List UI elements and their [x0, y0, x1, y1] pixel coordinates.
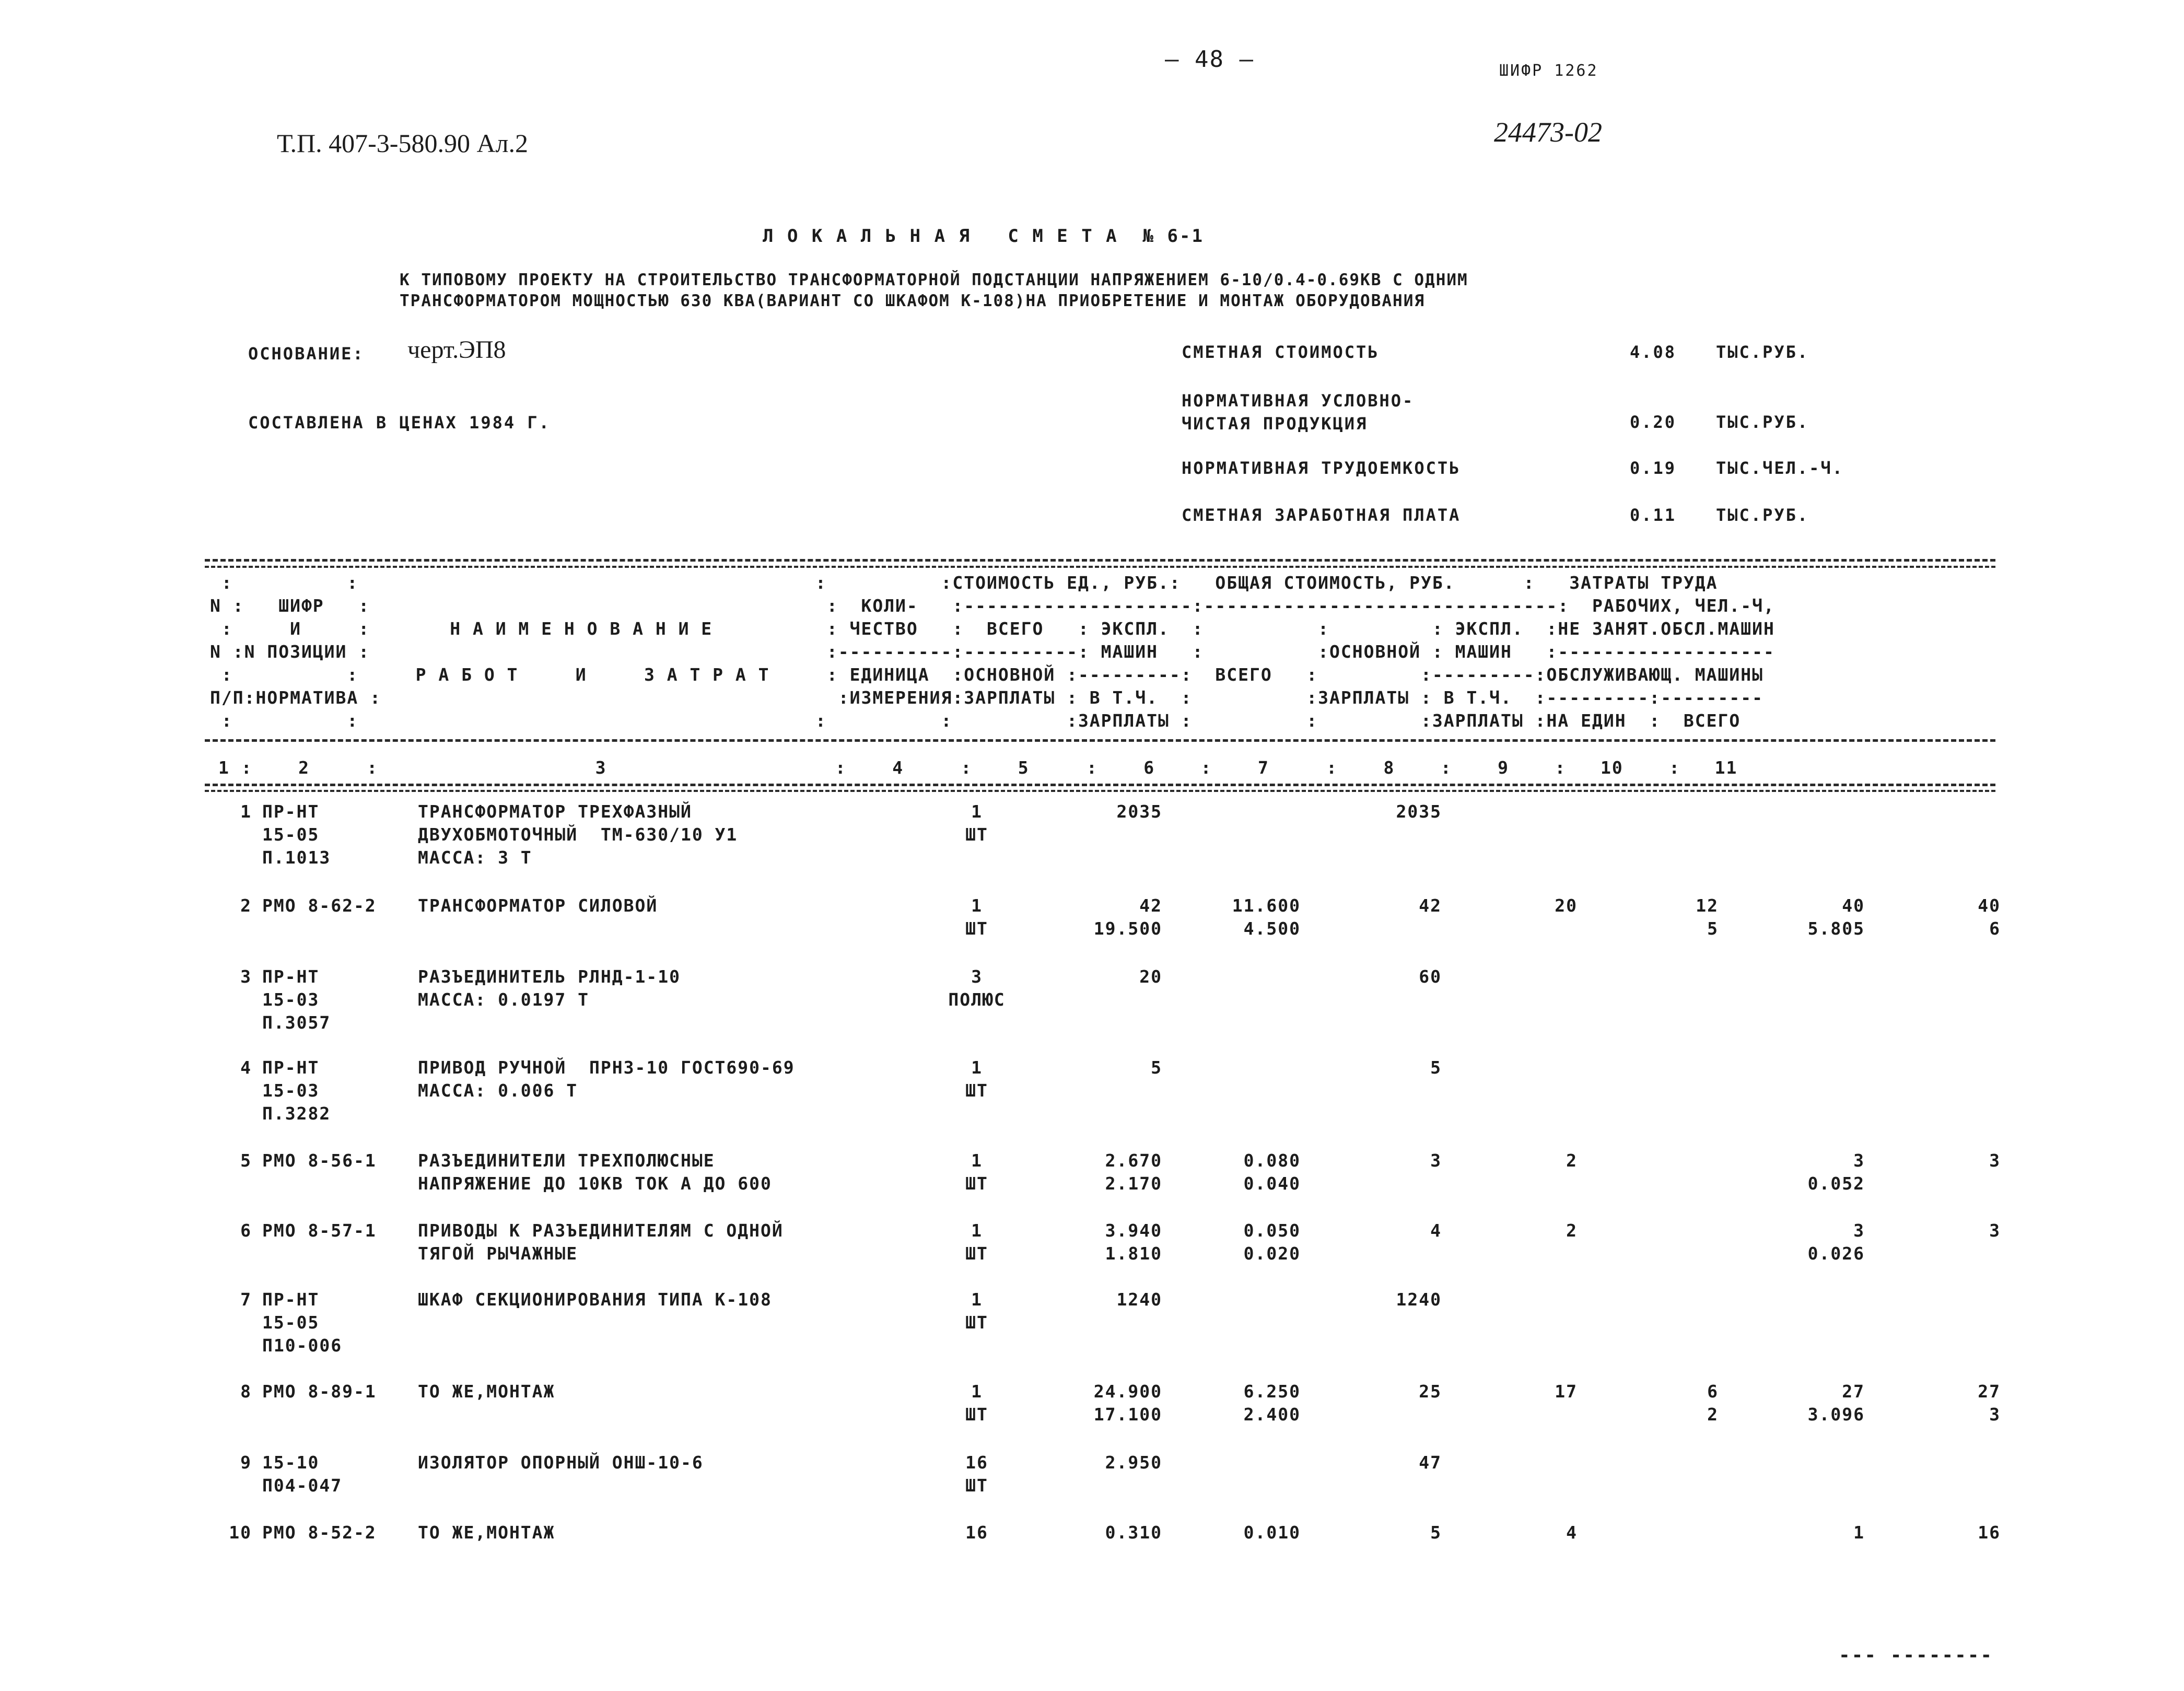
- cell-quantity-unit: 3 ПОЛЮС: [948, 966, 1006, 1010]
- cell-item-name: ТРАНСФОРМАТОР СИЛОВОЙ: [418, 895, 658, 916]
- cell-norm-code: ПР-НТ 15-03 П.3282: [262, 1057, 331, 1124]
- cell-unit-machine-cost: 0.010: [1243, 1522, 1301, 1543]
- summary-label: СМЕТНАЯ СТОИМОСТЬ: [1182, 342, 1380, 362]
- cell-norm-code: ПР-НТ 15-05 П10-006: [262, 1289, 343, 1356]
- cell-quantity-unit: 16: [965, 1522, 988, 1543]
- cell-row-number: 10: [229, 1522, 252, 1543]
- cell-norm-code: 15-10 П04-047: [262, 1452, 343, 1496]
- cell-norm-code: ПР-НТ 15-05 П.1013: [262, 801, 331, 868]
- summary-value: 0.11: [1630, 505, 1677, 525]
- cell-unit-machine-cost: 0.050 0.020: [1243, 1220, 1301, 1264]
- basis-label: ОСНОВАНИЕ:: [248, 344, 365, 364]
- title-line-2: ТРАНСФОРМАТОРОМ МОЩНОСТЬЮ 630 КВА(ВАРИАНТ СО ШКАФОМ К-108)НА ПРИОБРЕТЕНИЕ И МОНТАЖ ОБОРУДОВАНИЯ: [400, 291, 1426, 310]
- cell-item-name: ПРИВОДЫ К РАЗЪЕДИНИТЕЛЯМ С ОДНОЙ ТЯГОЙ РЫЧАЖНЫЕ: [418, 1220, 784, 1264]
- cell-unit-machine-cost: 6.250 2.400: [1243, 1381, 1301, 1425]
- summary-value: 4.08: [1630, 342, 1677, 362]
- cell-norm-code: РМО 8-89-1: [262, 1381, 377, 1402]
- cell-unit-cost: 24.900 17.100: [1093, 1381, 1162, 1425]
- cell-unit-cost: 20: [1139, 966, 1162, 987]
- cell-labor-total: 3: [1989, 1220, 2001, 1241]
- cell-row-number: 5: [240, 1150, 252, 1171]
- column-numbers: 1 : 2 : 3 : 4 : 5 : 6 : 7 : 8 : 9 : 10 : 11: [218, 757, 1738, 778]
- cell-labor-per-unit: 27 3.096: [1807, 1381, 1865, 1425]
- cell-labor-per-unit: 40 5.805: [1807, 895, 1865, 939]
- cell-labor-per-unit: 3 0.026: [1807, 1220, 1865, 1264]
- cell-total-cost: 42: [1419, 895, 1442, 916]
- cipher-top: ШИФР 1262: [1499, 62, 1598, 80]
- cell-item-name: ШКАФ СЕКЦИОНИРОВАНИЯ ТИПА К-108: [418, 1289, 772, 1310]
- summary-unit: ТЫС.РУБ.: [1716, 342, 1809, 362]
- basis-value: черт.ЭП8: [407, 336, 506, 364]
- cell-unit-cost: 2035: [1116, 801, 1162, 822]
- cell-item-name: ПРИВОД РУЧНОЙ ПРН3-10 ГОСТ690-69 МАССА: 0.006 Т: [418, 1057, 795, 1101]
- cell-row-number: 8: [240, 1381, 252, 1402]
- cell-norm-code: РМО 8-56-1: [262, 1150, 377, 1171]
- cell-norm-code: РМО 8-62-2: [262, 895, 377, 916]
- cell-unit-machine-cost: 0.080 0.040: [1243, 1150, 1301, 1194]
- header-divider: [205, 739, 1995, 742]
- cell-row-number: 7: [240, 1289, 252, 1310]
- summary-label: СМЕТНАЯ ЗАРАБОТНАЯ ПЛАТА: [1182, 505, 1461, 525]
- cell-quantity-unit: 16 ШТ: [965, 1452, 988, 1496]
- cell-norm-code: РМО 8-52-2: [262, 1522, 377, 1543]
- title-line-1: К ТИПОВОМУ ПРОЕКТУ НА СТРОИТЕЛЬСТВО ТРАНСФОРМАТОРНОЙ ПОДСТАНЦИИ НАПРЯЖЕНИЕМ 6-10/0.4-0.69КВ С ОДНИМ: [400, 271, 1468, 289]
- column-numbers-divider-2: [205, 790, 1995, 792]
- cell-quantity-unit: 1 ШТ: [965, 1381, 988, 1425]
- estimate-title: Л О К А Л Ь Н А Я С М Е Т А № 6-1: [763, 226, 1204, 247]
- summary-value: 0.19: [1630, 458, 1677, 478]
- cell-item-name: РАЗЪЕДИНИТЕЛЬ РЛНД-1-10 МАССА: 0.0197 Т: [418, 966, 681, 1010]
- cell-item-name: РАЗЪЕДИНИТЕЛИ ТРЕХПОЛЮСНЫЕ НАПРЯЖЕНИЕ ДО 10КВ ТОК А ДО 600: [418, 1150, 772, 1194]
- cell-norm-code: ПР-НТ 15-03 П.3057: [262, 966, 331, 1033]
- prices-note: СОСТАВЛЕНА В ЦЕНАХ 1984 Г.: [248, 413, 551, 433]
- cell-unit-cost: 1240: [1116, 1289, 1162, 1310]
- cell-total-base-wages: 2: [1566, 1150, 1578, 1171]
- cell-total-cost: 1240: [1396, 1289, 1442, 1310]
- cell-total-base-wages: 20: [1555, 895, 1578, 916]
- cell-unit-cost: 3.940 1.810: [1105, 1220, 1162, 1264]
- column-numbers-divider: [205, 784, 1995, 786]
- cell-total-base-wages: 4: [1566, 1522, 1578, 1543]
- cell-quantity-unit: 1 ШТ: [965, 1057, 988, 1101]
- cell-row-number: 9: [240, 1452, 252, 1473]
- cell-total-machine-cost: 12 5: [1696, 895, 1719, 939]
- cell-quantity-unit: 1 ШТ: [965, 1289, 988, 1333]
- footer-dash: --- --------: [1839, 1645, 1994, 1666]
- cell-labor-total: 16: [1978, 1522, 2001, 1543]
- summary-value: 0.20: [1630, 412, 1677, 432]
- cell-total-cost: 4: [1430, 1220, 1442, 1241]
- cell-total-cost: 2035: [1396, 801, 1442, 822]
- page-number: – 48 –: [1165, 46, 1254, 73]
- document-code: Т.П. 407-3-580.90 Ал.2: [277, 129, 529, 158]
- cell-item-name: ТРАНСФОРМАТОР ТРЕХФАЗНЫЙ ДВУХОБМОТОЧНЫЙ ТМ-630/10 У1 МАССА: 3 Т: [418, 801, 738, 868]
- cell-total-cost: 3: [1430, 1150, 1442, 1171]
- cell-quantity-unit: 1 ШТ: [965, 801, 988, 845]
- cell-row-number: 2: [240, 895, 252, 916]
- cell-labor-per-unit: 3 0.052: [1807, 1150, 1865, 1194]
- cell-total-cost: 5: [1430, 1057, 1442, 1078]
- cell-norm-code: РМО 8-57-1: [262, 1220, 377, 1241]
- cell-total-cost: 47: [1419, 1452, 1442, 1473]
- document-number: 24473-02: [1494, 116, 1602, 148]
- summary-unit: ТЫС.РУБ.: [1716, 505, 1809, 525]
- cell-item-name: ТО ЖЕ,МОНТАЖ: [418, 1522, 555, 1543]
- summary-label: НОРМАТИВНАЯ ТРУДОЕМКОСТЬ: [1182, 458, 1461, 478]
- cell-row-number: 4: [240, 1057, 252, 1078]
- cell-total-machine-cost: 6 2: [1707, 1381, 1719, 1425]
- cell-unit-cost: 2.670 2.170: [1105, 1150, 1162, 1194]
- table-top-rule-2: [205, 566, 1995, 568]
- cell-total-cost: 25: [1419, 1381, 1442, 1402]
- cell-total-cost: 60: [1419, 966, 1442, 987]
- cell-row-number: 1: [240, 801, 252, 822]
- cell-labor-total: 27 3: [1978, 1381, 2001, 1425]
- cell-quantity-unit: 1 ШТ: [965, 1220, 988, 1264]
- cell-row-number: 6: [240, 1220, 252, 1241]
- cell-item-name: ИЗОЛЯТОР ОПОРНЫЙ ОНШ-10-6: [418, 1452, 704, 1473]
- cell-unit-machine-cost: 11.600 4.500: [1232, 895, 1301, 939]
- cell-quantity-unit: 1 ШТ: [965, 895, 988, 939]
- cell-labor-total: 40 6: [1978, 895, 2001, 939]
- cell-item-name: ТО ЖЕ,МОНТАЖ: [418, 1381, 555, 1402]
- cell-unit-cost: 42 19.500: [1093, 895, 1162, 939]
- cell-unit-cost: 0.310: [1105, 1522, 1162, 1543]
- cell-quantity-unit: 1 ШТ: [965, 1150, 988, 1194]
- cell-unit-cost: 2.950: [1105, 1452, 1162, 1473]
- summary-label: НОРМАТИВНАЯ УСЛОВНО- ЧИСТАЯ ПРОДУКЦИЯ: [1182, 391, 1415, 434]
- cell-total-base-wages: 17: [1555, 1381, 1578, 1402]
- cell-unit-cost: 5: [1151, 1057, 1162, 1078]
- summary-unit: ТЫС.РУБ.: [1716, 412, 1809, 432]
- summary-unit: ТЫС.ЧЕЛ.-Ч.: [1716, 458, 1844, 478]
- cell-row-number: 3: [240, 966, 252, 987]
- table-header: : : : :СТОИМОСТЬ ЕД., РУБ.: ОБЩАЯ СТОИМОСТЬ, РУБ. : ЗАТРАТЫ ТРУДА N : ШИФР : : КОЛИ- :--------------------:-------------------------------: РАБОЧИХ, ЧЕЛ.-Ч, : И : Н А И М Е Н О В А Н И Е : ЧЕСТВО : ВСЕГО : ЭКСПЛ. : : : ЭКСПЛ. :НЕ ЗАНЯТ.ОБСЛ.МАШИН N :N ПОЗИЦИИ : :----------:----------: МАШИН : :ОСНОВНОЙ : МАШИН :------------------- : : Р А Б О Т И З А Т Р А Т : ЕДИНИЦА :ОСНОВНОЙ :---------: ВСЕГО : :---------:ОБСЛУЖИВАЮЩ. МАШИНЫ П/П:НОРМАТИВА : :ИЗМЕРЕНИЯ:ЗАРПЛАТЫ : В Т.Ч. : :ЗАРПЛАТЫ : В Т.Ч. :---------:--------- : : : : :ЗАРПЛАТЫ : : :ЗАРПЛАТЫ :НА ЕДИН : ВСЕГО: [210, 573, 1775, 731]
- cell-labor-total: 3: [1989, 1150, 2001, 1171]
- cell-labor-per-unit: 1: [1853, 1522, 1865, 1543]
- table-top-rule: [205, 559, 1995, 562]
- cell-total-cost: 5: [1430, 1522, 1442, 1543]
- cell-total-base-wages: 2: [1566, 1220, 1578, 1241]
